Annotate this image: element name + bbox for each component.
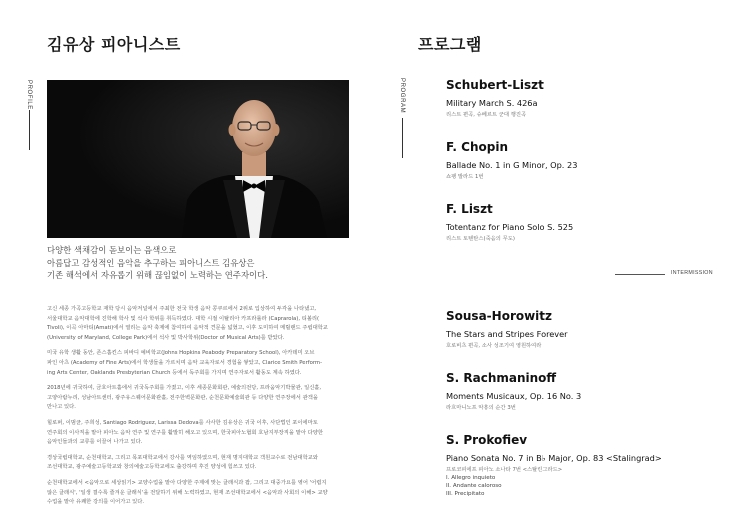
- work-korean-title: 호로비츠 편곡, 소사 성조기여 영원하여라: [446, 343, 542, 349]
- bio-line: 않은 클래식', '일생 결수록 즐겨운 클래식'을 전달하기 위해 노력하였고, 현재 조선대학교에서 <음악과 사회의 이해> 교양: [47, 489, 328, 496]
- composer-name: S. Rachmaninoff: [446, 371, 557, 385]
- composer-name: F. Chopin: [446, 140, 509, 154]
- composer-name: Sousa-Horowitz: [446, 309, 553, 323]
- profile-side-label: PROFILE: [26, 80, 32, 110]
- intro-line: 다양한 색채감이 돋보이는 음색으로: [47, 245, 177, 255]
- work-korean-title: 라흐마니노프 악흥의 순간 3번: [446, 405, 516, 411]
- work-title: Moments Musicaux, Op. 16 No. 3: [446, 391, 582, 401]
- program-item: [446, 78, 736, 119]
- work-korean-title: 리스트 편곡, 슈베르트 군대 행진곡: [446, 112, 527, 118]
- bio-paragraph: [47, 349, 349, 378]
- movement: II. Andante caloroso: [446, 483, 502, 490]
- program-item: [446, 309, 736, 350]
- bio-line: 경상국립대학교, 순천대학교, 그리고 목포대학교에서 강사를 역임하였으며, 현재 명지대학교 객원교수로 전남대학교와: [47, 454, 318, 461]
- bio-line: 파인 아츠 (Academy of Fine Arts)에서 학생들을 가르치며 음악 교육자로서 경험을 쌓았고, Clarice Smith Perform-: [47, 359, 323, 366]
- work-korean-title: 쇼팽 발라드 1번: [446, 174, 484, 180]
- intermission-label: INTERMISSION: [671, 270, 713, 276]
- program-item: [446, 202, 736, 243]
- bio-line: 미국 유학 생활 동안, 존스홉킨스 피바디 예비학교(Johns Hopkins Peabody Preparatory School), 아카데미 오브: [47, 350, 315, 357]
- work-title: Totentanz for Piano Solo S. 525: [446, 222, 574, 232]
- bio-line: 만나고 있다.: [47, 404, 76, 411]
- work-korean-title: 프로코피에프 피아노 소나타 7번 <스탈린그라드>: [446, 467, 563, 473]
- work-title: Ballade No. 1 in G Minor, Op. 23: [446, 160, 578, 170]
- work-korean-title: 리스트 토텐탄스(죽음의 무도): [446, 236, 515, 242]
- bio-line: 힐로퍼, 이범균, 주희성, Santiago Rodriguez, Larissa Dedova를 사사한 김유상은 귀국 이후, 사단법인 포이에마토: [47, 419, 318, 426]
- intro-line: 아름답고 감성적인 음악을 추구하는 피아니스트 김유상은: [47, 257, 255, 268]
- work-title: Military March S. 426a: [446, 98, 538, 108]
- bio-line: ing Arts Center, Oaklands Presbyterian Church 등에서 독주회를 가지며 연주자로서 활동도 계속 하였다.: [47, 369, 302, 376]
- pianist-portrait-image: [47, 80, 349, 238]
- profile-divider: [29, 110, 30, 150]
- bio-paragraph: [47, 305, 349, 343]
- bio-line: Tivoli), 이곡 아마티(Amati)에서 열리는 음악 축제에 참여하여 음악적 견문을 넓혔고, 이후 도미하여 메릴랜드 주립대학교: [47, 325, 328, 332]
- bio-paragraph: [47, 419, 349, 448]
- bio-line: 2018년에 귀국하여, 금호아트홀에서 귀국독주회를 가졌고, 이후 세종문화회관, 예술의전당, 프라움악기박물관, 일신홀,: [47, 385, 322, 392]
- composer-name: Schubert-Liszt: [446, 78, 544, 92]
- bio-line: 서울대학교 음악대학에 진학해 학사 및 석사 학위를 취득하였다. 대학 시절 이탈리아 카프라롤라 (Caprarola), 티볼리(: [47, 315, 320, 322]
- bio-line: (University of Maryland, College Park)에서 석사 및 박사학위(Doctor of Musical Arts)를 받았다.: [47, 334, 285, 341]
- bio-line: 순천대학교에서 <음악으로 세상읽기> 교양수업을 맡아 다양한 주제에 맞는 클래식과 팝, 그리고 대중가요를 엮어 '어렵지: [47, 479, 327, 486]
- bio-paragraph: [47, 384, 349, 413]
- bio-paragraph: [47, 454, 349, 473]
- left-page-title: 김유상 피아니스트: [47, 35, 181, 54]
- pianist-photo: [47, 80, 349, 238]
- biography: [47, 305, 349, 514]
- composer-name: S. Prokofiev: [446, 433, 528, 447]
- program-side-label: PROGRAM: [399, 78, 405, 114]
- bio-paragraph: [47, 479, 349, 508]
- bio-line: 연주회의 이사직을 맡아 피아노 음악 연주 및 연구를 활발히 해오고 있으며, 한국피아노협회 호남지부장직을 맡아 다양한: [47, 429, 323, 436]
- intro-quote: [47, 244, 347, 282]
- program-item: [446, 371, 736, 412]
- bio-line: 조선대학교, 광주예술고등학교와 창의예술고등학교에도 출강하며 후진 양성에 힘쓰고 있다.: [47, 464, 257, 471]
- work-title: Piano Sonata No. 7 in B♭ Major, Op. 83 <Stalingrad>: [446, 453, 662, 463]
- intro-line: 기존 해석에서 자유롭기 위해 끊임없이 노력하는 연주자이다.: [47, 270, 268, 280]
- program-divider: [402, 118, 403, 158]
- right-page-title: 프로그램: [418, 35, 482, 54]
- bio-line: 음악인들과의 교류를 이끌어 나가고 있다.: [47, 439, 143, 446]
- movement: I. Allegro inquieto: [446, 475, 496, 481]
- composer-name: F. Liszt: [446, 202, 493, 216]
- movement: III. Precipitato: [446, 491, 485, 498]
- intermission-line: [615, 274, 665, 275]
- bio-line: 수업을 맡아 유쾌한 강의를 이어가고 있다.: [47, 499, 145, 506]
- bio-line: 고신 세종 가곡고등학교 재학 당시 음악저널에서 주최한 전국 학생 음악 콩쿠르에서 2위로 입상하여 두각을 나타냈고,: [47, 306, 317, 312]
- bio-line: 고양아람누리, 성남아트센터, 광주유스퀘어문화관홀, 전주한벽문화관, 순천문화예술회관 등 다양한 연주장에서 관객을: [47, 394, 318, 401]
- work-title: The Stars and Stripes Forever: [446, 329, 568, 339]
- program-item: [446, 433, 736, 499]
- program-item: [446, 140, 736, 181]
